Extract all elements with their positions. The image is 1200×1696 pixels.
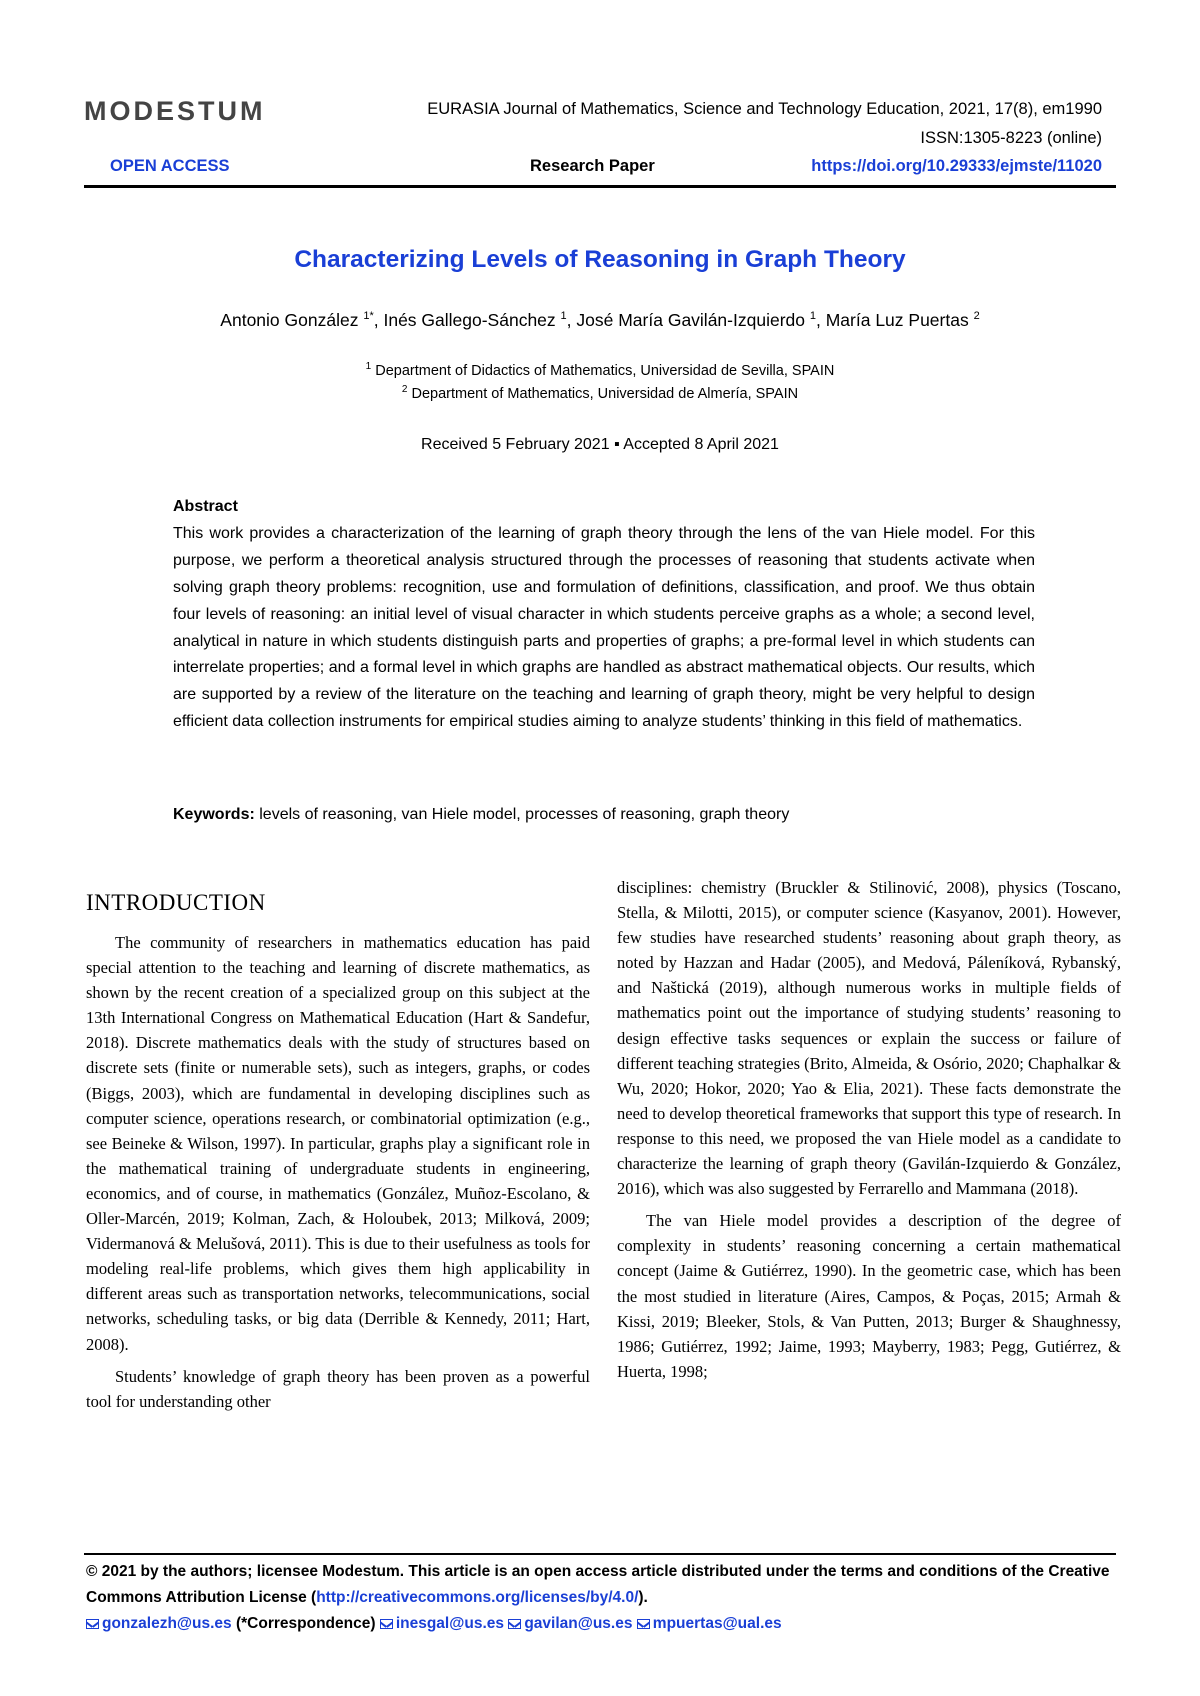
keywords <box>173 806 1035 824</box>
affiliation-text: Department of Didactics of Mathematics, Universidad de Sevilla, SPAIN <box>375 362 835 379</box>
email-link[interactable]: inesgal@us.es <box>395 1615 504 1632</box>
journal-logo: MODESTUM <box>84 96 266 126</box>
email-link[interactable]: gavilan@us.es <box>524 1615 633 1632</box>
body-paragraph: disciplines: chemistry (Bruckler & Stilinović, 2008), physics (Toscano, Stella, & Milotti, 2015), or computer science (Kasyanov, 2001). However, few studies have researched students’ reasoning about graph theory, as noted by Hazzan and Hadar (2005), and Medová, Páleníková, Rybanský, and Naštická (2019), although numerous works in multiple fields of mathematics point out the importance of studying students’ reasoning to design effective tasks sequences or explain the success or failure of different teaching strategies (Brito, Almeida, & Osório, 2020; Chaphalkar & Wu, 2020; Hokor, 2020; Yao & Elia, 2021). These facts demonstrate the need to develop theoretical frameworks that support this type of research. In response to this need, we proposed the van Hiele model as a candidate to characterize the learning of graph theory (Gavilán-Izquierdo & González, 2016), which was also suggested by Ferrarello and Mammana (2018). <box>617 878 1121 1199</box>
abstract <box>173 494 1035 736</box>
envelope-icon <box>86 1619 99 1629</box>
received-accepted-dates: Received 5 February 2021 ▪ Accepted 8 April 2021 <box>421 436 779 453</box>
affiliation-mark: 2 <box>401 384 408 395</box>
author-name: Antonio González <box>220 310 359 330</box>
author-affiliation-mark: 1* <box>363 310 374 323</box>
envelope-icon <box>380 1619 393 1629</box>
email-link[interactable]: mpuertas@ual.es <box>652 1615 782 1632</box>
correspondence-note: (*Correspondence) <box>235 1615 376 1632</box>
body-paragraph: The van Hiele model provides a description of the degree of complexity in students’ reasoning concerning a certain mathematical concept (Jaime & Gutiérrez, 1990). In the geometric case, which has been the most studied in literature (Aires, Campos, & Poças, 2015; Armah & Kissi, 2019; Bleeker, Stols, & Van Putten, 2013; Burger & Shaughnessy, 1986; Gutiérrez, 1992; Jaime, 1993; Mayberry, 1983; Pegg, Gutiérrez, & Huerta, 1998; <box>617 1211 1121 1381</box>
footer <box>86 1559 1118 1637</box>
email-list <box>86 1611 1118 1637</box>
abstract-text: This work provides a characterization of the learning of graph theory through the lens of the van Hiele model. For this purpose, we perform a theoretical analysis structured through the processes of reasoning that students activate when solving graph theory problems: recognition, use and formulation of definitions, classification, and proof. We thus obtain four levels of reasoning: an initial level of visual character in which students perceive graphs as a whole; a second level, analytical in nature in which students distinguish parts and properties of graphs; a pre-formal level in which students can interrelate properties; and a formal level in which graphs are handled as abstract mathematical objects. Our results, which are supported by a review of the literature on the teaching and learning of graph theory, might be very helpful to design efficient data collection instruments for empirical studies aiming to analyze students’ thinking in this field of mathematics. <box>173 524 1035 731</box>
doi-link[interactable]: https://doi.org/10.29333/ejmste/11020 <box>811 157 1102 175</box>
author-affiliation-mark: 2 <box>973 310 980 323</box>
envelope-icon <box>508 1619 521 1629</box>
author-affiliation-mark: 1 <box>809 310 816 323</box>
journal-citation: EURASIA Journal of Mathematics, Science and Technology Education, 2021, 17(8), em1990 <box>427 100 1102 118</box>
keywords-label: Keywords: <box>173 806 255 823</box>
body-paragraph: Students’ knowledge of graph theory has been proven as a powerful tool for understanding other <box>86 1366 590 1411</box>
affiliation <box>0 361 1200 379</box>
author-affiliation-mark: 1 <box>560 310 567 323</box>
footer-divider <box>84 1553 1116 1555</box>
author-list: Antonio González $^{1*}$, Inés Gallego-Sánchez $^1$, José María Gavilán-Izquierdo $^1$, María Luz Puertas $^2$ <box>220 310 980 330</box>
author-name: Inés Gallego-Sánchez <box>383 310 556 330</box>
affiliation-text: Department of Mathematics, Universidad de Almería, SPAIN <box>411 385 799 402</box>
author-name: José María Gavilán-Izquierdo <box>576 310 805 330</box>
license-link[interactable]: http://creativecommons.org/licenses/by/4.0/ <box>316 1589 639 1606</box>
envelope-icon <box>637 1619 650 1629</box>
copyright: © 2021 by the authors; licensee Modestum. <box>86 1563 405 1580</box>
keywords-text: levels of reasoning, van Hiele model, processes of reasoning, graph theory <box>259 806 790 823</box>
left-column <box>86 930 590 1414</box>
author-name: María Luz Puertas <box>825 310 969 330</box>
header-divider <box>84 185 1116 188</box>
paper-type: Research Paper <box>530 157 655 175</box>
license-text: This article is an open access article distributed under the terms and conditions of the Creative Commons Attribution License ( <box>86 1563 1110 1606</box>
abstract-heading: Abstract <box>173 498 238 515</box>
open-access-label: OPEN ACCESS <box>110 157 230 175</box>
license-end: ). <box>638 1589 648 1606</box>
affiliation-mark: 1 <box>365 361 372 372</box>
license-statement <box>86 1559 1118 1611</box>
email-link[interactable]: gonzalezh@us.es <box>102 1615 232 1632</box>
affiliation <box>0 384 1200 402</box>
section-heading: INTRODUCTION <box>86 890 266 915</box>
paper-title: Characterizing Levels of Reasoning in Graph Theory <box>294 246 906 273</box>
issn: ISSN:1305-8223 (online) <box>920 129 1102 147</box>
body-paragraph: The community of researchers in mathematics education has paid special attention to the teaching and learning of discrete mathematics, as shown by the recent creation of a specialized group on this subject at the 13th International Congress on Mathematical Education (Hart & Sandefur, 2018). Discrete mathematics deals with the study of structures based on discrete sets (finite or numerable sets), such as integers, graphs, or codes (Biggs, 2003), which are fundamental in developing disciplines such as computer science, operations research, or combinatorial optimization (e.g., see Beineke & Wilson, 1997). In particular, graphs play a significant role in the mathematical training of undergraduate students in engineering, economics, and of course, in mathematics (González, Muñoz-Escolano, & Oller-Marcén, 2019; Kolman, Zach, & Holoubek, 2013; Milková, 2009; Vidermanová & Melušová, 2011). This is due to their usefulness as tools for modeling real-life problems, which gives them high applicability in different areas such as transportation networks, telecommunications, social networks, scheduling tasks, or big data (Derrible & Kennedy, 2011; Hart, 2008). <box>86 933 590 1354</box>
right-column <box>617 875 1121 1384</box>
